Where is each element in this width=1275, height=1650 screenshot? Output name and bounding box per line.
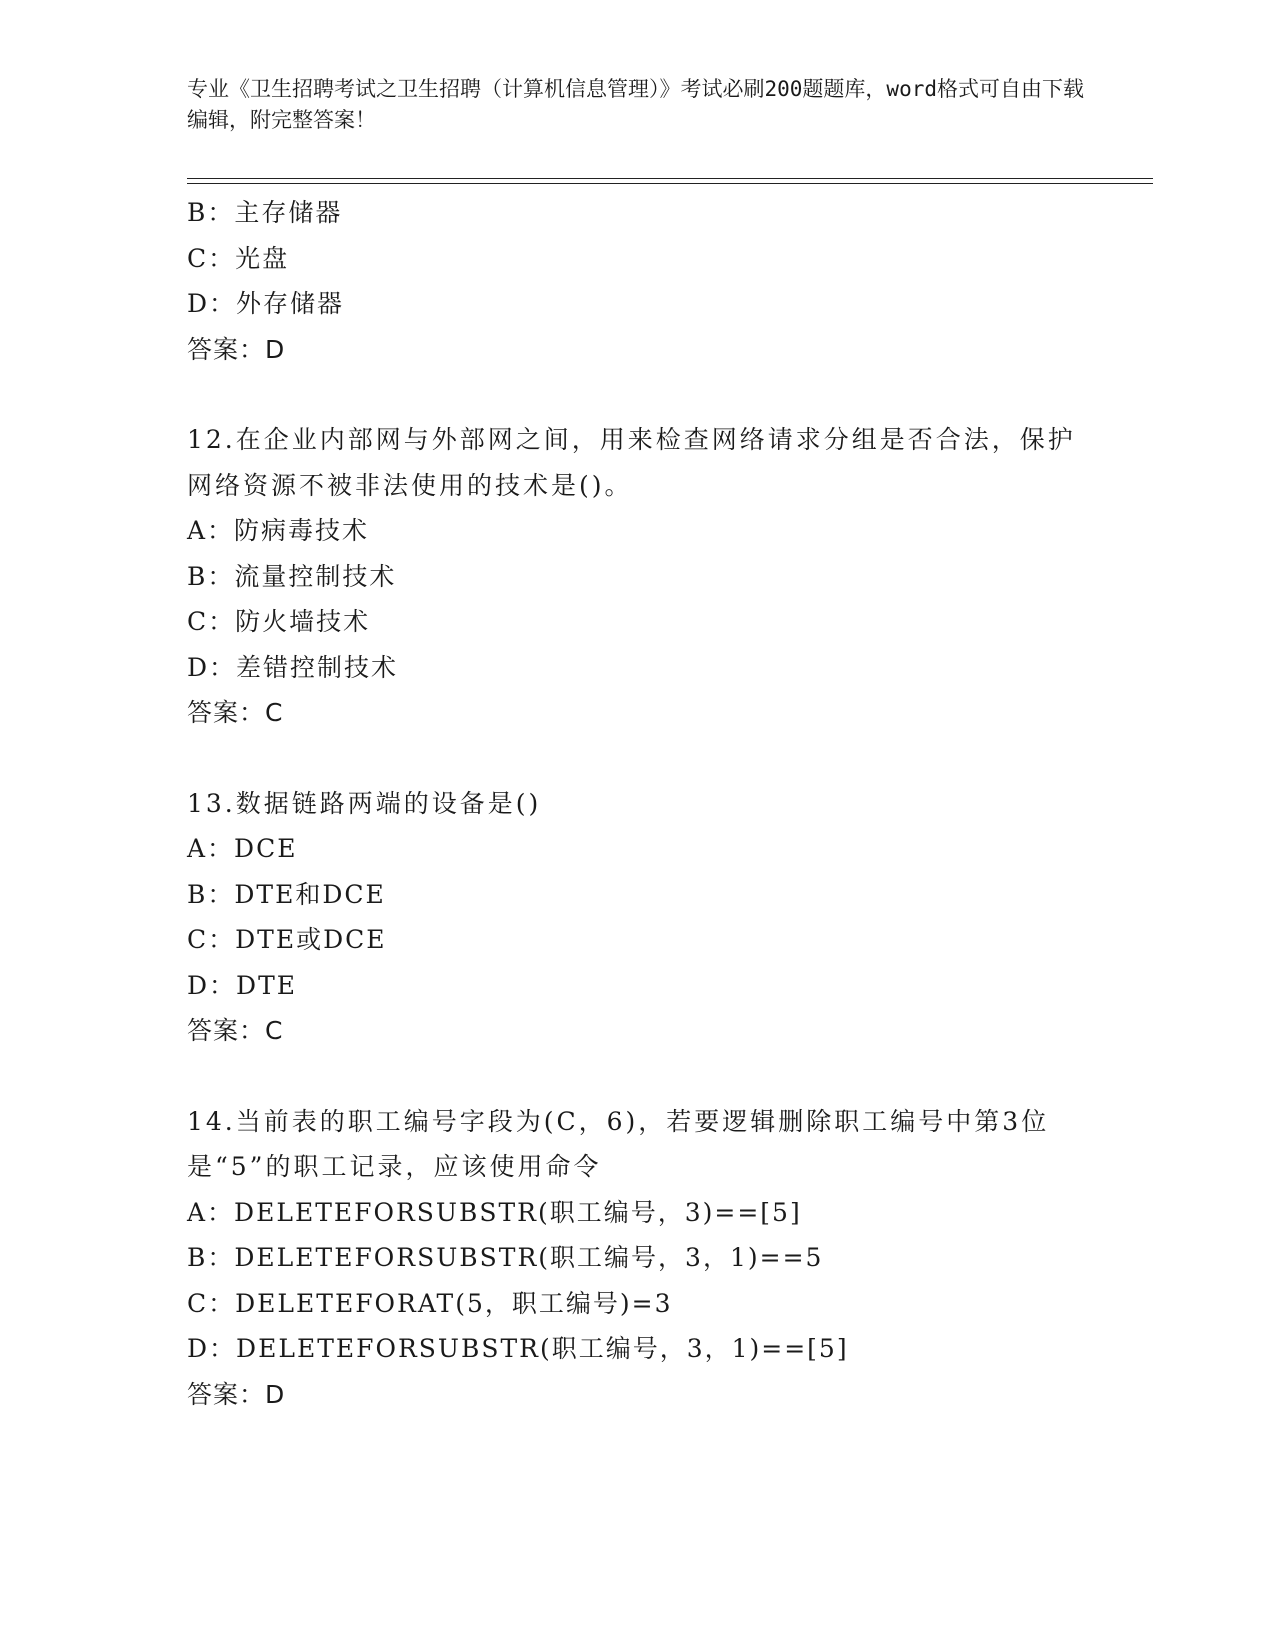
question-text: 14.当前表的职工编号字段为(C，6)，若要逻辑删除职工编号中第3位是“5”的职工记录，应该使用命令 xyxy=(187,1106,1050,1181)
answer: 答案：C xyxy=(187,1016,284,1045)
block-spacer xyxy=(187,1054,1087,1099)
block-spacer xyxy=(187,736,1087,781)
option-a: A：DCE xyxy=(187,834,298,863)
option-d: D：差错控制技术 xyxy=(187,652,399,682)
answer: 答案：D xyxy=(187,334,286,364)
option-b: B：主存储器 xyxy=(187,198,343,227)
question-list xyxy=(187,190,1087,1417)
question-block-13 xyxy=(187,781,1087,1054)
option-b: B：DELETEFORSUBSTR(职工编号，3，1)==5 xyxy=(187,1243,824,1272)
answer: 答案：D xyxy=(187,1379,286,1409)
option-c: C：DTE或DCE xyxy=(187,925,387,954)
header-rule-top xyxy=(187,178,1153,179)
option-b: B：DTE和DCE xyxy=(187,879,386,909)
question-block-14 xyxy=(187,1099,1087,1418)
header-rule-bottom xyxy=(187,183,1153,184)
option-c: C：光盘 xyxy=(187,243,290,273)
option-d: D：DELETEFORSUBSTR(职工编号，3，1)==[5] xyxy=(187,1334,849,1363)
option-d: D：外存储器 xyxy=(187,289,345,318)
option-d: D：DTE xyxy=(187,970,298,1000)
question-block-12 xyxy=(187,417,1087,736)
answer: 答案：C xyxy=(187,698,284,727)
question-text: 12.在企业内部网与外部网之间，用来检查网络请求分组是否合法，保护网络资源不被非法使用的技术是()。 xyxy=(187,425,1076,500)
question-text: 13.数据链路两端的设备是() xyxy=(187,788,542,818)
document-header: 专业《卫生招聘考试之卫生招聘（计算机信息管理）》考试必刷200题题库，word格式可自由下载编辑，附完整答案！ xyxy=(187,77,1084,132)
option-c: C：DELETEFORAT(5，职工编号)=3 xyxy=(187,1288,673,1318)
option-b: B：流量控制技术 xyxy=(187,561,397,591)
question-block-11 xyxy=(187,190,1087,372)
option-c: C：防火墙技术 xyxy=(187,607,371,636)
block-spacer xyxy=(187,372,1087,417)
option-a: A：防病毒技术 xyxy=(187,516,370,545)
option-a: A：DELETEFORSUBSTR(职工编号，3)==[5] xyxy=(187,1197,802,1227)
